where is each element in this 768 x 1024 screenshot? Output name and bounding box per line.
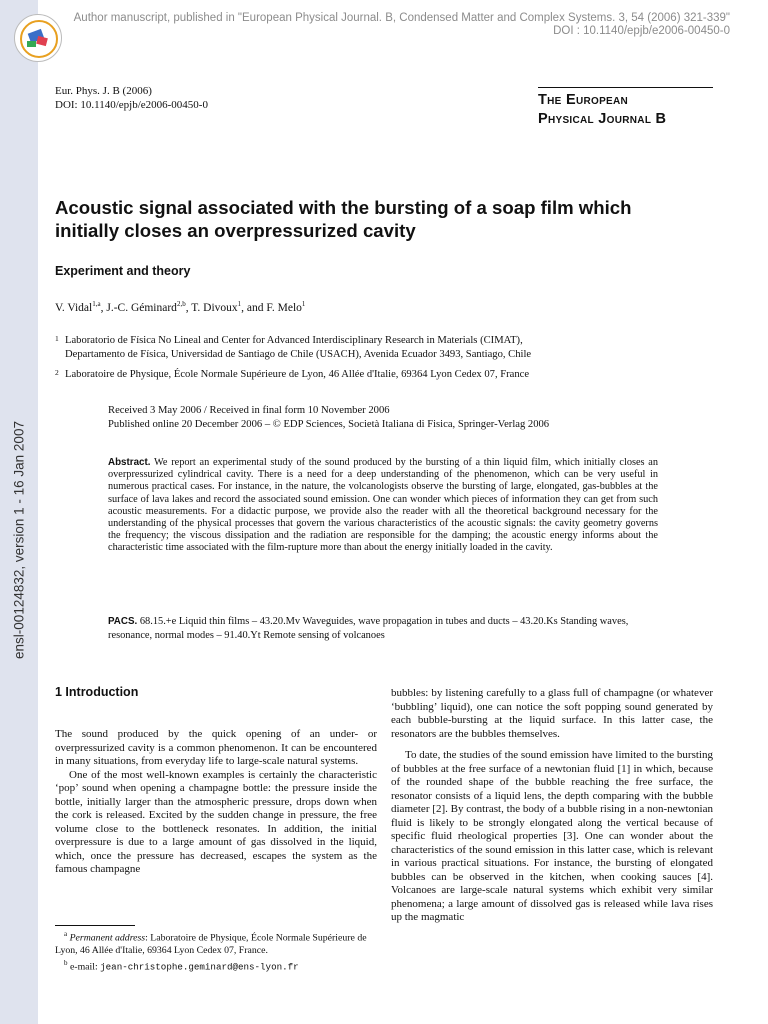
journal-name-line2: Physical Journal B [538, 111, 667, 127]
pacs-text: 68.15.+e Liquid thin films – 43.20.Mv Waveguides, wave propagation in tubes and ducts – 43.20.Ks Standing waves, resonance, normal modes – 91.40.Yt Remote sensing of volcanoes [108, 616, 629, 641]
paragraph: To date, the studies of the sound emission have limited to the bursting of bubbles at the free surface of a newtonian fluid [1] in which, because of the rounded shape of the bubble reaching the free surface, the resonator consists of a liquid lens, the depth comparing with the bubble diameter [2]. By contrast, the body of a bubble rising in a non-newtonian fluid is likely to be strongly elongated along the vertical because of specific fluid rheological properties [3]. One can wonder about the characteristics of the sound emission in this latter case, which is relevant in various practical situations. For instance, the bursting of elongated bubbles can be observed in the kitchen, when cooking sauces [4]. Volcanoes are large-scale natural systems which exhibit very similar phenomena; a large amount of dissolved gas is released while lava rises up the magmatic [391, 749, 713, 923]
left-column [55, 728, 377, 877]
abstract-text: We report an experimental study of the sound produced by the bursting of a thin liquid film, which initially closes an overpressurized cylindrical cavity. There is a need for a deep understanding of the phenomenon, which can be very useful in numerous practical cases. For instance, in the nature, the volcanologists observe the bursting of large, elongated, gas-bubbles at the surface of lava lakes and record the associated sound emission. One can wonder which pieces of information they can get from such acoustic measurements. For a didactic purpose, we provide also the reader with all the theoretical background necessary for the understanding of the physical processes that govern the various characteristics of the acoustic signals: the cavity geometry governs the frequency; the viscous dissipation and the radiation are responsible for the damping; the acoustic energy informs about the characteristic time associated with the film-rupture more than about the energy initially loaded in the cavity. [108, 457, 658, 554]
paper-title [55, 196, 725, 242]
published-line: Published online 20 December 2006 – © EDP Sciences, Società Italiana di Fisica, Springer-Verlag 2006 [108, 419, 550, 430]
email-link[interactable]: jean-christophe.geminard@ens-lyon.fr [100, 961, 299, 973]
received-line: Received 3 May 2006 / Received in final form 10 November 2006 [108, 405, 390, 416]
journal-reference [55, 84, 208, 112]
journal-doi: DOI: 10.1140/epjb/e2006-00450-0 [55, 99, 208, 111]
right-column [391, 687, 713, 925]
hal-logo-icon [14, 14, 62, 62]
paper-subtitle: Experiment and theory [55, 264, 191, 278]
paragraph: bubbles: by listening carefully to a glass full of champagne (or whatever ‘bubbling’ liquid), one can notice the soft popping sound generated by each bubble-bursting at the liquid surface. In this latter case, the resonators are the bubbles themselves. [391, 687, 713, 740]
paragraph: One of the most well-known examples is certainly the characteristic ‘pop’ sound when opening a champagne bottle: the pressure inside the bottle, initially larger than the atmospheric pressure, drops down when the cork is released. Excited by the sudden change in pressure, the free volume close to the bottleneck resonates. In addition, the initial overpressure is due to a large amount of gas dissolved in the liquid, which, once the pressure has decreased, escapes the system as the famous champagne [55, 768, 377, 875]
received-dates [108, 404, 549, 432]
pacs-label: PACS. [108, 616, 138, 627]
footnote-a: $^a$ Permanent address: Laboratoire de Physique, École Normale Supérieure de Lyon, 46 Allée d'Italie, 69364 Lyon Cedex 07, France. [55, 930, 367, 956]
left-sidebar [0, 0, 38, 1024]
manuscript-citation: Author manuscript, published in "European Physical Journal. B, Condensed Matter and Complex Systems. 3, 54 (2006) 321-339" [73, 12, 730, 24]
manuscript-doi: DOI : 10.1140/epjb/e2006-00450-0 [553, 25, 730, 37]
abstract-label: Abstract. [108, 457, 151, 468]
title-line1: Acoustic signal associated with the bursting of a soap film which [55, 197, 632, 218]
affiliation-1: 1 Laboratorio de Física No Lineal and Center for Advanced Interdisciplinary Research in Materials (CIMAT), Departamento de Física, Universidad de Santiago de Chile (USACH), Avenida Ecuador 3493, Santiago, Chile [55, 334, 532, 360]
footnotes [55, 928, 377, 974]
footnote-divider [55, 925, 135, 926]
journal-name-line1: The European [538, 92, 629, 108]
author-list: V. Vidal$^{1,a}$, J.-C. Géminard$^{2,b}$, T. Divoux$^1$, and F. Melo$^1$ [55, 300, 306, 314]
footnote-b: $^b$ e-mail: jean-christophe.geminard@ens-lyon.fr [64, 959, 299, 973]
journal-year: Eur. Phys. J. B (2006) [55, 85, 152, 97]
pacs-codes [108, 615, 663, 642]
affiliation-2: 2 Laboratoire de Physique, École Normale Supérieure de Lyon, 46 Allée d'Italie, 69364 Lyon Cedex 07, France [55, 368, 530, 380]
title-line2: initially closes an overpressurized cavity [55, 220, 416, 241]
hal-identifier: ensl-00124832, version 1 - 16 Jan 2007 [11, 421, 27, 659]
paragraph: The sound produced by the quick opening of an under- or overpressurized cavity is a common phenomenon. It can be encountered in many situations, from everyday life to large-scale natural systems. [55, 728, 377, 767]
manuscript-header [74, 12, 730, 38]
section-heading: 1 Introduction [55, 685, 139, 699]
journal-name [538, 87, 713, 129]
abstract [108, 457, 658, 555]
